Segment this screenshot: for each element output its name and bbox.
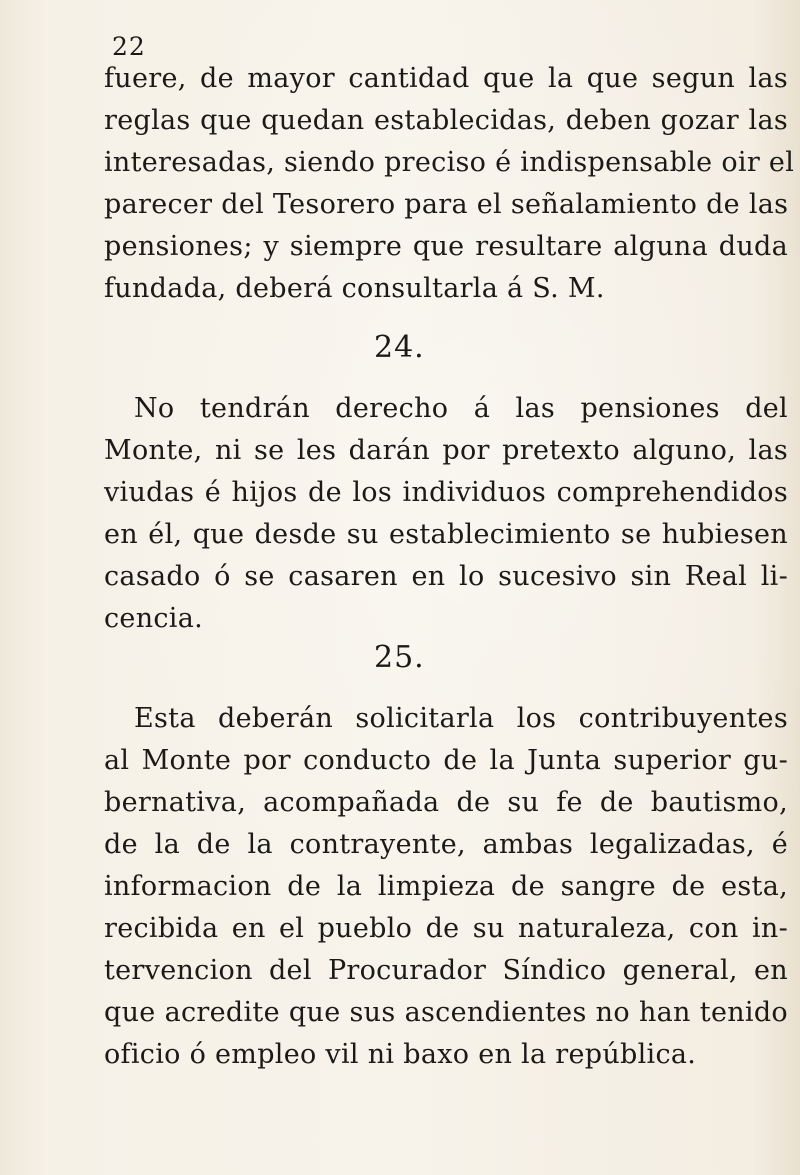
text-line: tervencion del Procurador Síndico general, en bbox=[104, 955, 788, 986]
text-line: fundada, deberá consultarla á S. M. bbox=[104, 273, 605, 304]
text-line: casado ó se casaren en lo sucesivo sin Real li- bbox=[104, 561, 788, 592]
text-line: recibida en el pueblo de su naturaleza, con in- bbox=[104, 913, 788, 944]
section-number-24: 24. bbox=[374, 330, 425, 365]
text-line: No tendrán derecho á las pensiones del bbox=[134, 393, 788, 424]
section-24-paragraph bbox=[104, 388, 788, 640]
text-line: Monte, ni se les darán por pretexto alguno, las bbox=[104, 435, 788, 466]
text-line: cencia. bbox=[104, 603, 204, 634]
section-number-25: 25. bbox=[374, 640, 425, 675]
text-line: interesadas, siendo preciso é indispensable oir el bbox=[104, 147, 795, 178]
text-line: de la de la contrayente, ambas legalizadas, é bbox=[104, 829, 788, 860]
text-line: reglas que quedan establecidas, deben gozar las bbox=[104, 105, 788, 136]
text-line: que acredite que sus ascendientes no han tenido bbox=[104, 997, 788, 1028]
page-number: 22 bbox=[112, 32, 146, 61]
text-line: pensiones; y siempre que resultare alguna duda bbox=[104, 231, 788, 262]
paragraph-continuation bbox=[104, 58, 795, 310]
section-25-paragraph bbox=[104, 698, 788, 1076]
text-line: en él, que desde su establecimiento se hubiesen bbox=[104, 519, 788, 550]
text-line: informacion de la limpieza de sangre de esta, bbox=[104, 871, 788, 902]
text-line: bernativa, acompañada de su fe de bautismo, bbox=[104, 787, 788, 818]
text-line: al Monte por conducto de la Junta superior gu- bbox=[104, 745, 788, 776]
text-line: viudas é hijos de los individuos comprehendidos bbox=[104, 477, 788, 508]
text-line: oficio ó empleo vil ni baxo en la república. bbox=[104, 1039, 697, 1070]
text-line: parecer del Tesorero para el señalamiento de las bbox=[104, 189, 789, 220]
text-line: fuere, de mayor cantidad que la que segun las bbox=[104, 63, 788, 94]
text-line: Esta deberán solicitarla los contribuyentes bbox=[134, 703, 788, 734]
